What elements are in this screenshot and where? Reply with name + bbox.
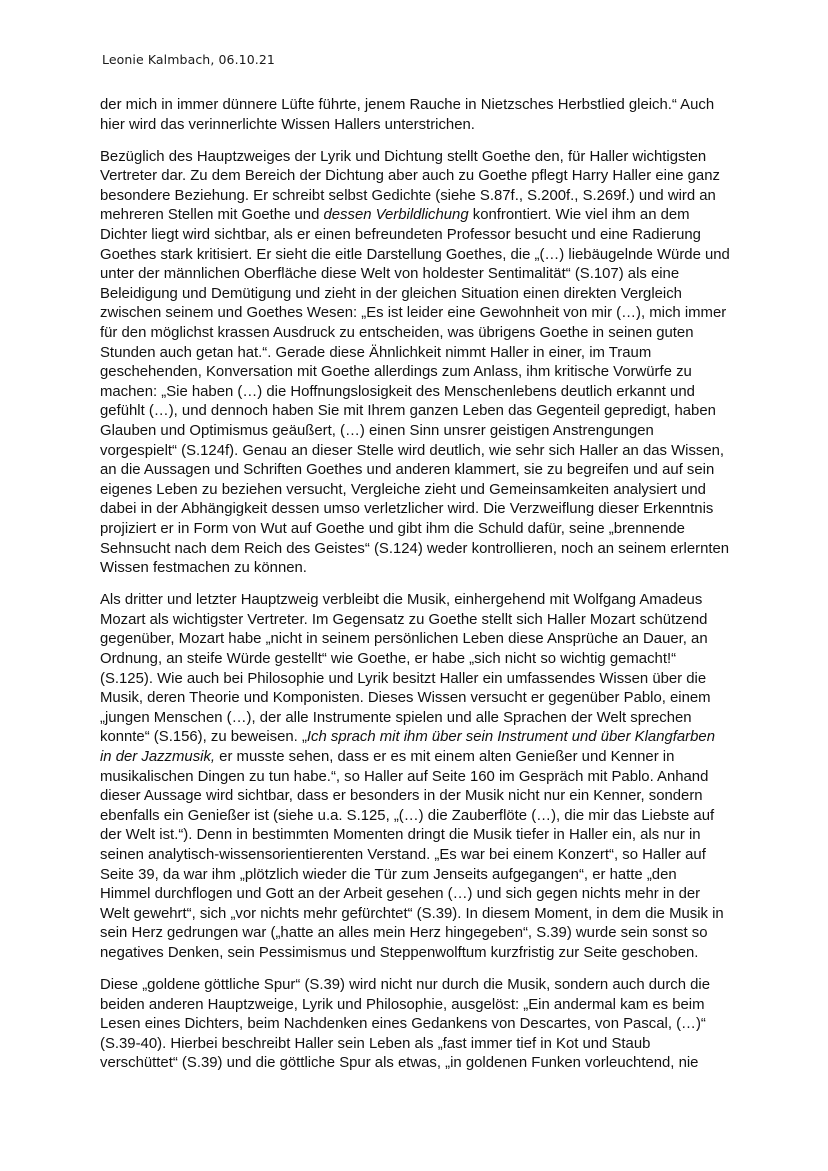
paragraph-text: er musste sehen, dass er es mit einem alten Genießer und Kenner in musikalischen Dingen zu tun habe.“, so Haller auf Seite 160 im Gespräch mit Pablo. Anhand dieser Aussage wird sichtbar, dass er besonders in der Musik nicht nur ein Kenner, sondern ebenfalls ein Genießer ist (siehe u.a. S.125, „(…) die Zauberflöte (…), die mir das Liebste auf der Welt ist.“). Denn in bestimmten Momenten dringt die Musik tiefer in Haller ein, als nur in seinen analytisch-wissensorientierenten Verstand. „Es war bei einem Konzert“, so Haller auf Seite 39, da war ihm „plötzlich wieder die Tür zum Jenseits aufgegangen“, er hatte „den Himmel durchflogen und Gott an der Arbeit gesehen (…) und sich gegen nichts mehr in der Welt gewehrt“, sich „vor nichts mehr gefürchtet“ (S.39). In diesem Moment, in dem die Musik in sein Herz gedrungen war („hatte an alles mein Herz hingegeben“, S.39) wurde sein sonst so negatives Denken, sein Pessimismus und Steppenwolftum kurzfristig zur Seite geschoben. [100, 749, 724, 961]
paragraph [100, 96, 730, 135]
paragraph-text: Diese „goldene göttliche Spur“ (S.39) wird nicht nur durch die Musik, sondern auch durch die beiden anderen Hauptzweige, Lyrik und Philosophie, ausgelöst: „Ein andermal kam es beim Lesen eines Dichters, beim Nachdenken eines Gedankens von Descartes, von Pascal, (…)“ (S.39-40). Hierbei beschreibt Haller sein Leben als „fast immer tief in Kot und Staub verschüttet“ (S.39) und die göttliche Spur als etwas, „in goldenen Funken vorleuchtend, nie [100, 977, 711, 1072]
paragraph [100, 976, 730, 1074]
paragraph-text: konfrontiert. Wie viel ihm an dem Dichter liegt wird sichtbar, als er einen befreundeten Professor besucht und eine Radierung Goethes stark kritisiert. Er sieht die eitle Darstellung Goethes, die „(…) liebäugelnde Würde und unter der männlichen Oberfläche diese Welt von holdester Sentimalität“ (S.107) als eine Beleidigung und Demütigung und zieht in der gleichen Situation einen direkten Vergleich zwischen seinem und Goethes Wesen: „Es ist leider eine Gewohnheit von mir (…), mich immer für den möglichst krassen Ausdruck zu entscheiden, was übrigens Goethe in seinen guten Stunden auch getan hat.“. Gerade diese Ähnlichkeit nimmt Haller in einer, im Traum geschehenden, Konversation mit Goethe allerdings zum Anlass, ihm kritische Vorwürfe zu machen: „Sie haben (…) die Hoffnungslosigkeit des Menschenlebens deutlich erkannt und gefühlt (…), und dennoch haben Sie mit Ihrem ganzen Leben das Gegenteil gepredigt, haben Glauben und Optimismus geäußert, (…) einen Sinn unsrer geistigen Anstrengungen vorgespielt“ (S.124f). Genau an dieser Stelle wird deutlich, wie sehr sich Haller an das Wissen, an die Aussagen und Schriften Goethes und anderen klammert, sie zu begreifen und auf sein eigenes Leben zu beziehen versucht, Vergleiche zieht und Gemeinsamkeiten analysiert und dabei in der Abhängigkeit dessen umso verletzlicher wird. Die Verzweiflung dieser Erkenntnis projiziert er in Form von Wut auf Goethe und gibt ihm die Schuld dafür, seine „brennende Sehnsucht nach dem Reich des Geistes“ (S.124) weder kontrollieren, noch an seinem erlernten Wissen festmachen zu können. [100, 207, 730, 577]
document-body [100, 96, 730, 1087]
paragraph [100, 148, 730, 579]
paragraph-text: Bezüglich des Hauptzweiges der Lyrik und Dichtung stellt Goethe den, für Haller wichtigsten Vertreter dar. Zu dem Bereich der Dichtung aber auch zu Goethe pflegt Harry Haller eine ganz besondere Beziehung. Er schreibt selbst Gedichte (siehe S.87f., S.200f., S.269f.) und wird an mehreren Stellen mit Goethe und [100, 148, 720, 224]
italic-text: dessen Verbildlichung [323, 207, 469, 224]
paragraph-text: Als dritter und letzter Hauptzweig verbleibt die Musik, einhergehend mit Wolfgang Amadeus Mozart als wichtigster Vertreter. Im Gegensatz zu Goethe stellt sich Haller Mozart schützend gegenüber, Mozart habe „nicht in seinem persönlichen Leben diese Ansprüche an Dauer, an Ordnung, an steife Würde gestellt“ wie Goethe, er habe „sich nicht so wichtig gemacht!“ (S.125). Wie auch bei Philosophie und Lyrik besitzt Haller ein umfassendes Wissen über die Musik, deren Theorie und Komponisten. Dieses Wissen versucht er gegenüber Pablo, einem „jungen Menschen (…), der alle Instrumente spielen und alle Sprachen der Welt sprechen konnte“ (S.156), zu beweisen. „ [100, 592, 711, 746]
paragraph-text: der mich in immer dünnere Lüfte führte, jenem Rauche in Nietzsches Herbstlied gleich.“ Auch hier wird das verinnerlichte Wissen Hallers unterstrichen. [100, 97, 715, 133]
header-author-date: Leonie Kalmbach, 06.10.21 [102, 52, 275, 67]
italic-quote: Ich sprach mit ihm über sein Instrument und über Klangfarben in der Jazzmusik, [100, 729, 715, 765]
paragraph [100, 591, 730, 963]
